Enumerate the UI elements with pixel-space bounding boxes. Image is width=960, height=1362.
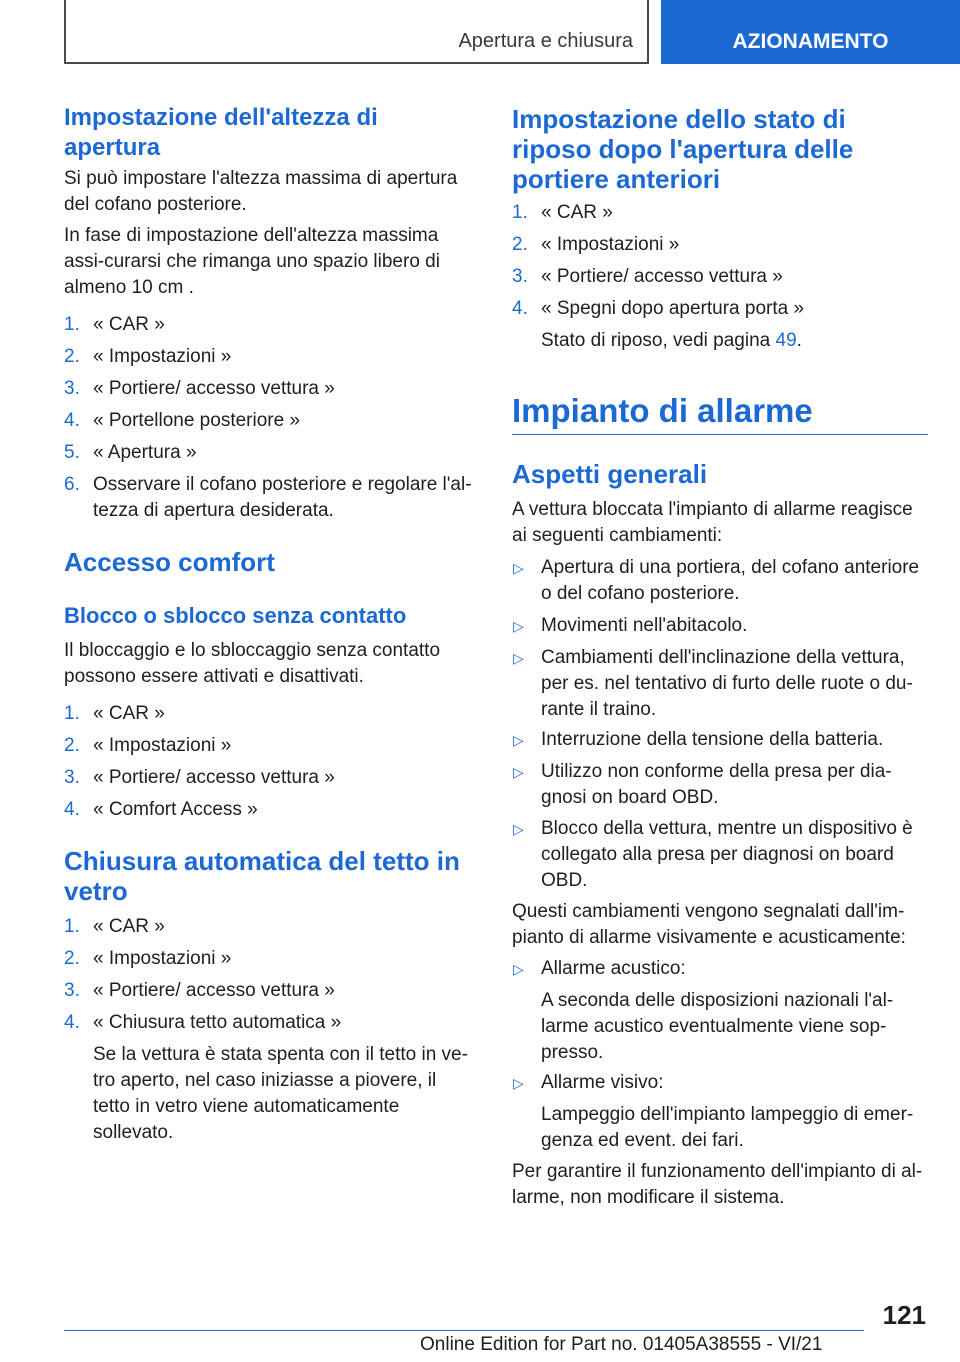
bullet-4: Interruzione della tensione della batteria. [541,729,884,750]
heading-generali: Aspetti generali [512,459,708,489]
bullet-1: Apertura di una portiera, del cofano anteriore o del cofano posteriore. [541,557,920,604]
bullet-6: Blocco della vettura, mentre un dispositivo è collegato alla presa per diagnosi on board OBD. [541,818,913,891]
bullet-triangle-icon: ▷ [513,764,524,780]
step-number: 4. [64,1012,80,1033]
paragraph-visivo: Lampeggio dell'impianto lampeggio di emer-genza ed event. dei fari. [541,1104,914,1151]
step-number: 1. [64,703,80,724]
step-altezza-3: « Portiere/ accesso vettura » [93,378,335,399]
step-number: 4. [512,298,528,319]
step-number: 5. [64,442,80,463]
bullet-triangle-icon: ▷ [513,560,524,576]
bullet-acustico: Allarme acustico: [541,958,686,979]
step-riposo-1: « CAR » [541,202,613,223]
bullet-triangle-icon: ▷ [513,821,524,837]
chapter-title: AZIONAMENTO [732,30,889,53]
heading-riposo: Impostazione dello stato di riposo dopo l'apertura delle portiere anteriori [512,104,854,194]
edition-note: Online Edition for Part no. 01405A38555 - VI/21 [420,1334,823,1355]
bullet-triangle-icon: ▷ [513,1075,524,1091]
step-altezza-1: « CAR » [93,314,165,335]
chapter-tab [661,0,960,64]
heading-rule [512,434,928,435]
step-altezza-2: « Impostazioni » [93,346,232,367]
heading-altezza: Impostazione dell'altezza di apertura [64,104,378,161]
heading-comfort: Accesso comfort [64,547,275,577]
step-number: 1. [64,916,80,937]
paragraph-riposo [541,328,928,354]
bullet-visivo: Allarme visivo: [541,1072,664,1093]
step-contatto-4: « Comfort Access » [93,799,258,820]
page-link-49[interactable]: 49 [775,330,797,351]
paragraph-altezza-2: In fase di impostazione dell'altezza massima assi-curarsi che rimanga uno spazio libero di almeno 10 cm . [64,225,440,298]
section-title: Apertura e chiusura [458,30,633,52]
heading-allarme: Impianto di allarme [512,392,813,429]
step-contatto-3: « Portiere/ accesso vettura » [93,767,335,788]
step-altezza-6: Osservare il cofano posteriore e regolare l'al-tezza di apertura desiderata. [93,474,472,521]
paragraph-altezza-1: Si può impostare l'altezza massima di apertura del cofano posteriore. [64,168,458,215]
step-number: 1. [64,314,80,335]
step-number: 2. [64,346,80,367]
step-number: 4. [64,799,80,820]
step-contatto-1: « CAR » [93,703,165,724]
header-section-box [64,0,649,64]
step-number: 2. [64,948,80,969]
riposo-text: Stato di riposo, vedi pagina [541,330,776,351]
step-number: 3. [64,378,80,399]
paragraph-segnalati: Questi cambiamenti vengono segnalati dall'im-pianto di allarme visivamente e acusticamente: [512,901,906,948]
step-number: 3. [64,980,80,1001]
paragraph-generali: A vettura bloccata l'impianto di allarme reagisce ai seguenti cambiamenti: [512,499,913,546]
step-number: 2. [512,234,528,255]
step-altezza-5: « Apertura » [93,442,197,463]
step-number: 4. [64,410,80,431]
bullet-5: Utilizzo non conforme della presa per dia-gnosi on board OBD. [541,761,892,808]
bullet-3: Cambiamenti dell'inclinazione della vettura, per es. nel tentativo di furto delle ruote o du-rante il traino. [541,647,913,720]
paragraph-tetto: Se la vettura è stata spenta con il tetto in ve-tro aperto, nel caso iniziasse a piovere, il tetto in vetro viene automaticamente sollevato. [93,1044,468,1143]
step-number: 2. [64,735,80,756]
bullet-triangle-icon: ▷ [513,961,524,977]
paragraph-acustico: A seconda delle disposizioni nazionali l'al-larme acustico eventualmente viene sop-presso. [541,990,894,1063]
step-number: 3. [512,266,528,287]
bullet-triangle-icon: ▷ [513,618,524,634]
step-number: 1. [512,202,528,223]
step-number: 3. [64,767,80,788]
step-altezza-4: « Portellone posteriore » [93,410,301,431]
step-riposo-2: « Impostazioni » [541,234,680,255]
heading-contatto: Blocco o sblocco senza contatto [64,603,407,628]
riposo-period: . [796,330,802,351]
bullet-triangle-icon: ▷ [513,732,524,748]
footer-rule [64,1330,864,1331]
bullet-triangle-icon: ▷ [513,650,524,666]
step-tetto-1: « CAR » [93,916,165,937]
step-tetto-2: « Impostazioni » [93,948,232,969]
paragraph-garantire: Per garantire il funzionamento dell'impianto di al-larme, non modificare il sistema. [512,1161,923,1208]
step-tetto-3: « Portiere/ accesso vettura » [93,980,335,1001]
page-number: 121 [882,1300,926,1330]
paragraph-contatto: Il bloccaggio e lo sbloccaggio senza contatto possono essere attivati e disattivati. [64,640,441,687]
step-riposo-3: « Portiere/ accesso vettura » [541,266,783,287]
heading-tetto: Chiusura automatica del tetto in vetro [64,846,460,906]
step-tetto-4: « Chiusura tetto automatica » [93,1012,342,1033]
step-contatto-2: « Impostazioni » [93,735,232,756]
bullet-2: Movimenti nell'abitacolo. [541,615,748,636]
step-number: 6. [64,474,80,495]
step-riposo-4: « Spegni dopo apertura porta » [541,298,805,319]
